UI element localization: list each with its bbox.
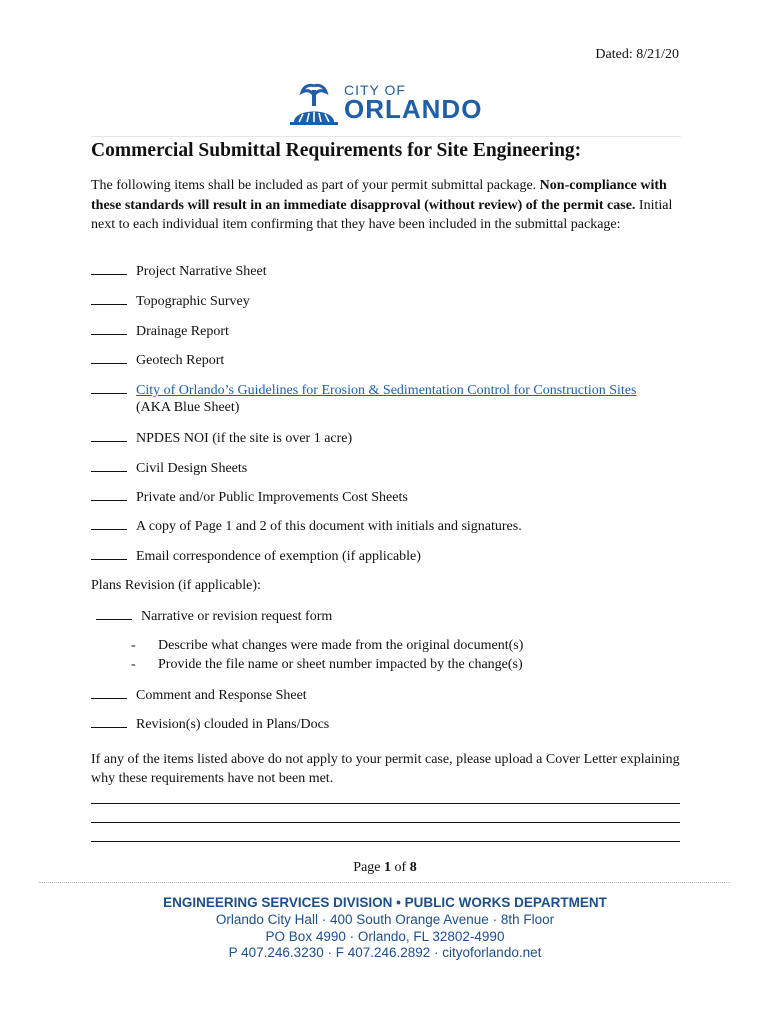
- checklist-item: [91, 458, 247, 478]
- page-of: of: [391, 860, 410, 875]
- bullet-dash: -: [131, 638, 136, 653]
- page-number: [0, 860, 770, 876]
- initial-blank[interactable]: [91, 487, 127, 501]
- intro-text-1: The following items shall be included as part of your permit submittal package.: [91, 178, 540, 193]
- item-label: Revision(s) clouded in Plans/Docs: [136, 717, 330, 732]
- item-label: Geotech Report: [136, 353, 225, 368]
- checklist-item: [91, 291, 250, 311]
- initial-blank[interactable]: [91, 546, 127, 560]
- item-label: Email correspondence of exemption (if applicable): [136, 549, 421, 564]
- footer-address-1: Orlando City Hall · 400 South Orange Avenue · 8th Floor: [215, 912, 555, 927]
- page-prefix: Page: [353, 860, 385, 875]
- city-of-orlando-logo: [288, 78, 488, 128]
- explanation-line[interactable]: [91, 841, 680, 842]
- checklist-item: [91, 350, 224, 370]
- initial-blank[interactable]: [96, 606, 132, 620]
- explanation-line[interactable]: [91, 803, 680, 804]
- initial-blank[interactable]: [91, 458, 127, 472]
- initial-blank[interactable]: [91, 714, 127, 728]
- intro-paragraph: [91, 176, 683, 235]
- header-divider: [91, 136, 681, 137]
- page-total: 8: [409, 860, 417, 875]
- checklist-item: [91, 261, 267, 281]
- checklist-item: [91, 516, 522, 536]
- item-label: NPDES NOI (if the site is over 1 acre): [136, 431, 353, 446]
- intro-text-2: Initial next to each individual item confirming that they have been included in the submittal package:: [91, 197, 673, 232]
- item-label: Civil Design Sheets: [136, 461, 248, 476]
- initial-blank[interactable]: [91, 516, 127, 530]
- cover-letter-paragraph: If any of the items listed above do not apply to your permit case, please upload a Cover Letter explaining why these requirements have not been met.: [91, 752, 680, 786]
- intro-warning: Non-compliance with these standards will result in an immediate disapproval (without review) of the permit case.: [91, 178, 667, 213]
- checklist-item: [91, 546, 421, 566]
- logo-text-orlando: ORLANDO: [344, 94, 483, 124]
- explanation-line[interactable]: [91, 822, 680, 823]
- checklist-item: [91, 428, 352, 448]
- item-label: Narrative or revision request form: [141, 609, 333, 624]
- bullet-text: Provide the file name or sheet number impacted by the change(s): [158, 657, 523, 672]
- checklist-item: [91, 380, 636, 400]
- checklist-item: [91, 685, 307, 705]
- item-label: A copy of Page 1 and 2 of this document with initials and signatures.: [136, 519, 522, 534]
- page-current: 1: [384, 860, 392, 875]
- item-label: Private and/or Public Improvements Cost Sheets: [136, 490, 408, 505]
- checklist-item: [96, 606, 332, 626]
- checklist-item: [91, 714, 329, 734]
- logo-text-city-of: CITY OF: [344, 82, 406, 98]
- plans-revision-heading: Plans Revision (if applicable):: [91, 578, 261, 593]
- initial-blank[interactable]: [91, 350, 127, 364]
- initial-blank[interactable]: [91, 291, 127, 305]
- bullet-dash: -: [131, 657, 136, 672]
- revision-bullet: [131, 655, 523, 674]
- initial-blank[interactable]: [91, 428, 127, 442]
- date-label: Dated: 8/21/20: [595, 47, 679, 62]
- revision-bullet: [131, 636, 523, 655]
- footer-contact: P 407.246.3230 · F 407.246.2892 · cityoforlando.net: [228, 945, 542, 960]
- initial-blank[interactable]: [91, 261, 127, 275]
- document-title: Commercial Submittal Requirements for Site Engineering:: [91, 140, 582, 161]
- footer-address-2: PO Box 4990 · Orlando, FL 32802-4990: [265, 929, 505, 944]
- footer-divider: [39, 882, 731, 883]
- item-label: Project Narrative Sheet: [136, 264, 267, 279]
- erosion-guidelines-link[interactable]: City of Orlando’s Guidelines for Erosion & Sedimentation Control for Construction Sites: [136, 383, 637, 398]
- footer-division: ENGINEERING SERVICES DIVISION • PUBLIC WORKS DEPARTMENT: [163, 895, 607, 910]
- initial-blank[interactable]: [91, 685, 127, 699]
- item-label: Topographic Survey: [136, 294, 250, 309]
- initial-blank[interactable]: [91, 380, 127, 394]
- checklist-item: [91, 487, 408, 507]
- blue-sheet-note: (AKA Blue Sheet): [136, 400, 240, 415]
- item-label: Comment and Response Sheet: [136, 688, 307, 703]
- fountain-icon: [288, 82, 340, 126]
- initial-blank[interactable]: [91, 321, 127, 335]
- item-label: Drainage Report: [136, 324, 229, 339]
- checklist-item: [91, 321, 229, 341]
- bullet-text: Describe what changes were made from the original document(s): [158, 638, 524, 653]
